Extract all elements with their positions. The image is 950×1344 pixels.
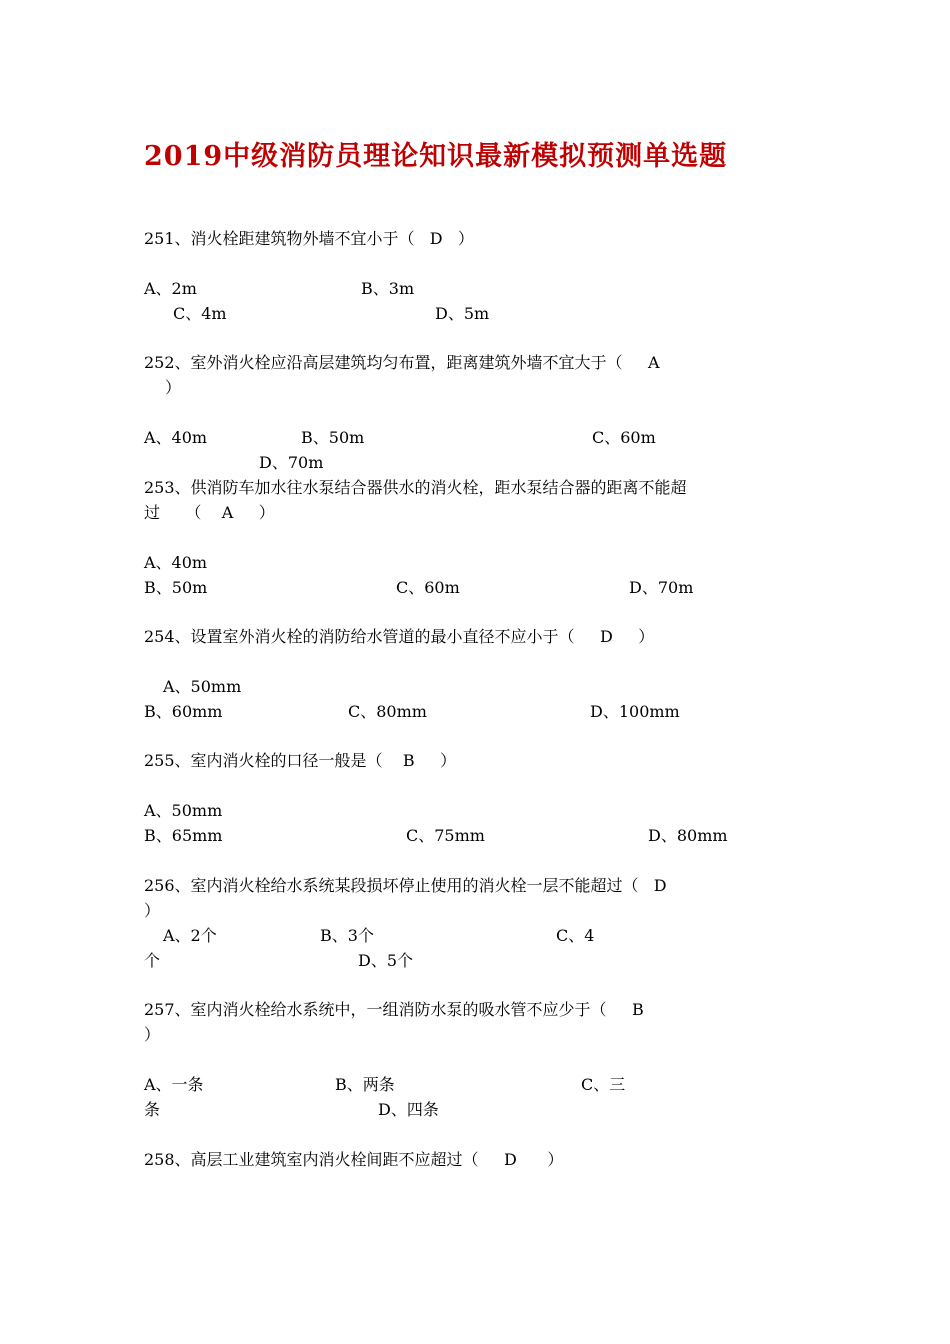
option-b: B、50m [301, 428, 365, 447]
question-258-text: 258、高层工业建筑室内消火栓间距不应超过（ D ） [144, 1150, 564, 1169]
option-c: C、60m [396, 578, 460, 597]
option-c: C、80mm [348, 702, 427, 721]
option-d: D、70m [259, 453, 324, 472]
option-a: A、2个 [163, 926, 217, 945]
question-253-text-cont: 过 （ A ） [144, 503, 275, 522]
option-d: D、70m [629, 578, 694, 597]
option-a: A、50mm [163, 677, 242, 696]
option-c: C、4 [556, 926, 595, 945]
option-b: B、3m [361, 279, 415, 298]
option-a: A、一条 [144, 1075, 204, 1094]
question-255-text: 255、室内消火栓的口径一般是（ B ） [144, 751, 457, 770]
option-d: D、5个 [358, 951, 414, 970]
question-256-text-cont: ） [144, 901, 161, 920]
option-a: A、2m [144, 279, 197, 298]
option-c: C、75mm [406, 826, 485, 845]
option-b: B、60mm [144, 702, 223, 721]
page-title: 2019中级消防员理论知识最新模拟预测单选题 [144, 141, 728, 172]
question-253-text: 253、供消防车加水往水泵结合器供水的消火栓，距水泵结合器的距离不能超 [144, 478, 687, 497]
option-b: B、50m [144, 578, 208, 597]
option-b: B、两条 [335, 1075, 395, 1094]
option-c-cont: 条 [144, 1100, 161, 1119]
option-c: C、4m [173, 304, 227, 323]
option-d: D、80mm [648, 826, 728, 845]
question-254-text: 254、设置室外消火栓的消防给水管道的最小直径不应小于（ D ） [144, 627, 655, 646]
option-c-cont: 个 [144, 951, 161, 970]
option-c: C、60m [592, 428, 656, 447]
option-a: A、50mm [144, 801, 223, 820]
option-a: A、40m [144, 553, 208, 572]
option-a: A、40m [144, 428, 208, 447]
option-d: D、5m [435, 304, 490, 323]
question-257-text-cont: ） [144, 1025, 161, 1044]
question-257-text: 257、室内消火栓给水系统中，一组消防水泵的吸水管不应少于（ B [144, 1000, 644, 1019]
question-251-text: 251、消火栓距建筑物外墙不宜小于（ D ） [144, 229, 474, 248]
option-c: C、三 [581, 1075, 626, 1094]
option-d: D、100mm [590, 702, 680, 721]
option-d: D、四条 [378, 1100, 439, 1119]
question-252-text: 252、室外消火栓应沿高层建筑均匀布置，距离建筑外墙不宜大于（ A [144, 353, 660, 372]
option-b: B、65mm [144, 826, 223, 845]
option-b: B、3个 [320, 926, 374, 945]
question-256-text: 256、室内消火栓给水系统某段损坏停止使用的消火栓一层不能超过（ D [144, 876, 667, 895]
question-252-text-cont: ） [165, 378, 182, 397]
